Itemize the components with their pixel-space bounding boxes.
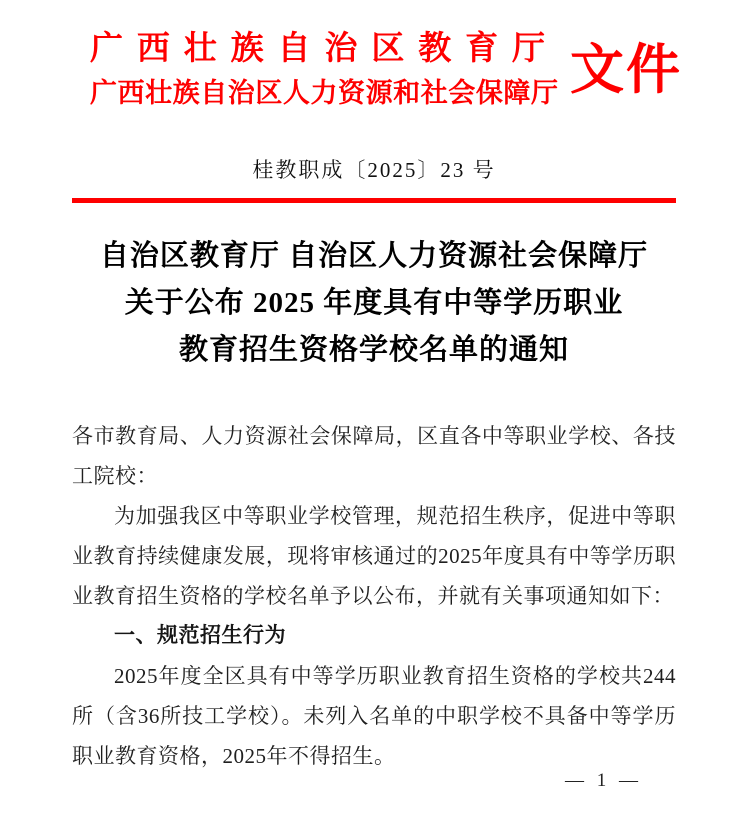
page-number: — 1 —: [565, 770, 642, 791]
document-title: [0, 233, 748, 374]
red-separator-rule: [72, 198, 676, 203]
document-title-line3: 教育招生资格学校名单的通知: [178, 334, 569, 366]
document-title-line1: 自治区教育厅 自治区人力资源社会保障厅: [99, 240, 649, 272]
agency-name-education-dept: 广西壮族自治区教育厅: [90, 31, 558, 67]
document-reference-number: 桂教职成〔2025〕23 号: [252, 158, 496, 182]
issuing-agencies: [90, 26, 558, 114]
document-body: [72, 416, 676, 776]
letterhead: [0, 0, 748, 114]
agency-name-hr-social-security-dept: 广西壮族自治区人力资源和社会保障厅: [90, 78, 558, 108]
section-1-heading: 一、规范招生行为: [114, 624, 286, 647]
section-1-paragraph: 2025年度全区具有中等学历职业教育招生资格的学校共244所（含36所技工学校）。未列入名单的中职学校不具备中等学历职业教育资格，2025年不得招生。: [72, 664, 676, 768]
intro-paragraph: 为加强我区中等职业学校管理，规范招生秩序，促进中等职业教育持续健康发展，现将审核通过的2025年度具有中等学历职业教育招生资格的学校名单予以公布，并就有关事项通知如下：: [72, 504, 676, 608]
salutation-paragraph: 各市教育局、人力资源社会保障局，区直各中等职业学校、各技工院校：: [72, 424, 676, 488]
document-type-label: 文件: [570, 40, 682, 100]
document-title-line2: 关于公布 2025 年度具有中等学历职业: [124, 287, 624, 319]
